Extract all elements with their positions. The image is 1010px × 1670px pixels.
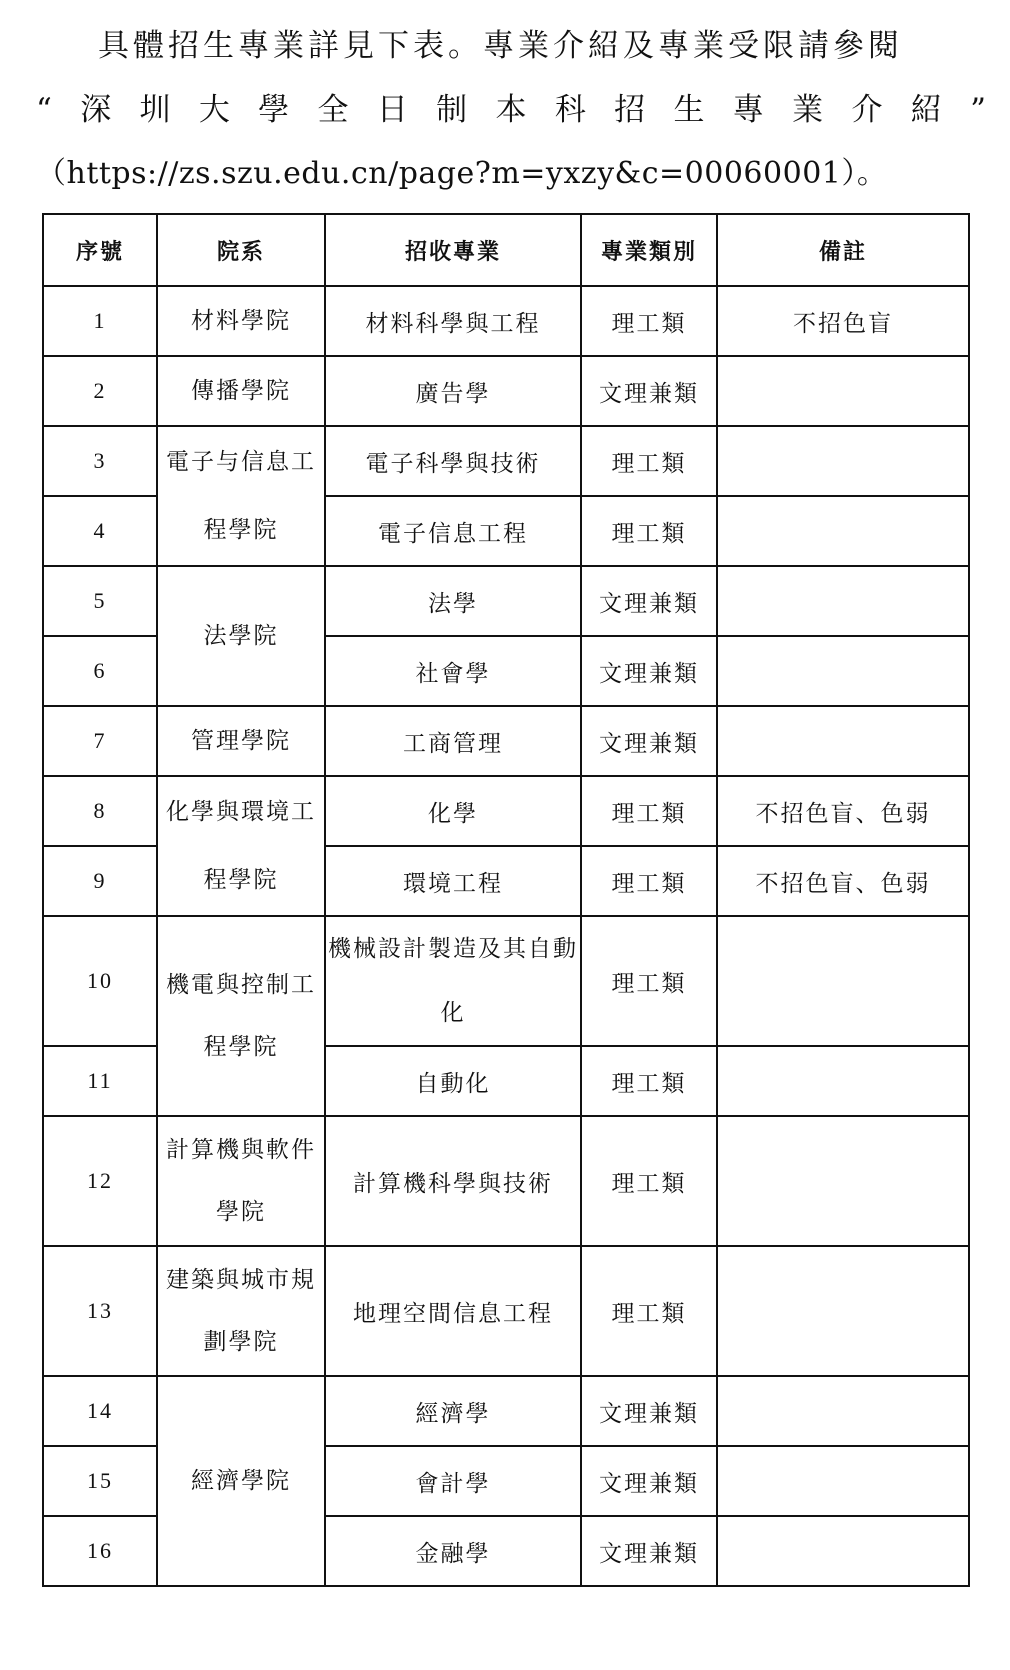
cell-note bbox=[717, 356, 969, 426]
intro-char: 紹 bbox=[910, 92, 942, 128]
cell-no: 4 bbox=[43, 496, 157, 566]
cell-major: 社會學 bbox=[325, 636, 581, 706]
majors-table bbox=[42, 213, 970, 1587]
cell-major: 電子科學與技術 bbox=[325, 426, 581, 496]
cell-major: 電子信息工程 bbox=[325, 496, 581, 566]
table-header-row bbox=[43, 214, 969, 286]
cell-major: 化學 bbox=[325, 776, 581, 846]
header-no: 序號 bbox=[43, 214, 157, 286]
cell-major: 自動化 bbox=[325, 1046, 581, 1116]
cell-category: 理工類 bbox=[581, 1046, 717, 1116]
cell-no: 1 bbox=[43, 286, 157, 356]
cell-note bbox=[717, 636, 969, 706]
table-row bbox=[43, 1376, 969, 1446]
cell-note bbox=[717, 1376, 969, 1446]
cell-category: 理工類 bbox=[581, 286, 717, 356]
cell-category: 文理兼類 bbox=[581, 1376, 717, 1446]
cell-note bbox=[717, 426, 969, 496]
cell-category: 文理兼類 bbox=[581, 1516, 717, 1586]
cell-no: 10 bbox=[43, 916, 157, 1046]
intro-char: 本 bbox=[495, 92, 527, 128]
cell-major: 會計學 bbox=[325, 1446, 581, 1516]
intro-line-1: 具體招生專業詳見下表。專業介紹及專業受限請參閱 bbox=[98, 28, 903, 64]
cell-no: 9 bbox=[43, 846, 157, 916]
intro-char: 圳 bbox=[139, 92, 171, 128]
intro-char: 學 bbox=[258, 92, 290, 128]
cell-major: 地理空間信息工程 bbox=[325, 1246, 581, 1376]
cell-note bbox=[717, 1516, 969, 1586]
cell-major: 環境工程 bbox=[325, 846, 581, 916]
cell-category: 理工類 bbox=[581, 846, 717, 916]
header-major: 招收專業 bbox=[325, 214, 581, 286]
cell-category: 文理兼類 bbox=[581, 636, 717, 706]
cell-note bbox=[717, 916, 969, 1046]
cell-note bbox=[717, 496, 969, 566]
cell-note bbox=[717, 1446, 969, 1516]
intro-char: 科 bbox=[554, 92, 586, 128]
cell-category: 文理兼類 bbox=[581, 566, 717, 636]
cell-no: 7 bbox=[43, 706, 157, 776]
table-row bbox=[43, 706, 969, 776]
cell-no: 16 bbox=[43, 1516, 157, 1586]
intro-char: “ bbox=[36, 92, 52, 128]
cell-note bbox=[717, 1246, 969, 1376]
cell-major: 材料科學與工程 bbox=[325, 286, 581, 356]
cell-major: 機械設計製造及其自動化 bbox=[325, 916, 581, 1046]
cell-dept: 法學院 bbox=[157, 566, 325, 706]
table-row bbox=[43, 356, 969, 426]
cell-category: 理工類 bbox=[581, 776, 717, 846]
cell-note: 不招色盲 bbox=[717, 286, 969, 356]
intro-char: 業 bbox=[792, 92, 824, 128]
intro-char: 全 bbox=[317, 92, 349, 128]
cell-no: 14 bbox=[43, 1376, 157, 1446]
cell-dept: 電子与信息工程學院 bbox=[157, 426, 325, 566]
intro-char: 日 bbox=[376, 92, 408, 128]
cell-note bbox=[717, 566, 969, 636]
header-category: 專業類別 bbox=[581, 214, 717, 286]
cell-major: 金融學 bbox=[325, 1516, 581, 1586]
cell-no: 3 bbox=[43, 426, 157, 496]
cell-no: 8 bbox=[43, 776, 157, 846]
cell-major: 工商管理 bbox=[325, 706, 581, 776]
cell-category: 理工類 bbox=[581, 496, 717, 566]
cell-note: 不招色盲、色弱 bbox=[717, 776, 969, 846]
cell-major: 廣告學 bbox=[325, 356, 581, 426]
cell-dept: 化學與環境工程學院 bbox=[157, 776, 325, 916]
intro-paragraph bbox=[36, 14, 986, 206]
cell-category: 文理兼類 bbox=[581, 706, 717, 776]
cell-category: 理工類 bbox=[581, 1246, 717, 1376]
cell-dept: 建築與城市規劃學院 bbox=[157, 1246, 325, 1376]
cell-major: 經濟學 bbox=[325, 1376, 581, 1446]
intro-char: 專 bbox=[732, 92, 764, 128]
cell-no: 6 bbox=[43, 636, 157, 706]
cell-no: 12 bbox=[43, 1116, 157, 1246]
header-dept: 院系 bbox=[157, 214, 325, 286]
cell-major: 計算機科學與技術 bbox=[325, 1116, 581, 1246]
cell-no: 13 bbox=[43, 1246, 157, 1376]
cell-category: 理工類 bbox=[581, 1116, 717, 1246]
cell-no: 5 bbox=[43, 566, 157, 636]
cell-dept: 機電與控制工程學院 bbox=[157, 916, 325, 1116]
intro-line-3-url: （https://zs.szu.edu.cn/page?m=yxzy&c=00060001）。 bbox=[36, 156, 888, 191]
cell-category: 理工類 bbox=[581, 426, 717, 496]
intro-char: 招 bbox=[614, 92, 646, 128]
cell-note: 不招色盲、色弱 bbox=[717, 846, 969, 916]
cell-dept: 計算機與軟件學院 bbox=[157, 1116, 325, 1246]
table-row bbox=[43, 426, 969, 496]
cell-no: 11 bbox=[43, 1046, 157, 1116]
intro-char: 介 bbox=[851, 92, 883, 128]
cell-dept: 傳播學院 bbox=[157, 356, 325, 426]
cell-major: 法學 bbox=[325, 566, 581, 636]
cell-category: 文理兼類 bbox=[581, 356, 717, 426]
cell-no: 2 bbox=[43, 356, 157, 426]
table-row bbox=[43, 566, 969, 636]
cell-category: 文理兼類 bbox=[581, 1446, 717, 1516]
cell-dept: 經濟學院 bbox=[157, 1376, 325, 1586]
table-row bbox=[43, 916, 969, 1046]
intro-char: 生 bbox=[673, 92, 705, 128]
intro-char: 大 bbox=[198, 92, 230, 128]
cell-category: 理工類 bbox=[581, 916, 717, 1046]
table-row bbox=[43, 286, 969, 356]
cell-no: 15 bbox=[43, 1446, 157, 1516]
table-row bbox=[43, 1246, 969, 1376]
cell-dept: 管理學院 bbox=[157, 706, 325, 776]
table-row bbox=[43, 1116, 969, 1246]
cell-note bbox=[717, 706, 969, 776]
header-note: 備註 bbox=[717, 214, 969, 286]
intro-char: 深 bbox=[80, 92, 112, 128]
cell-dept: 材料學院 bbox=[157, 286, 325, 356]
intro-char: 制 bbox=[436, 92, 468, 128]
intro-line-2 bbox=[36, 78, 986, 142]
table-row bbox=[43, 776, 969, 846]
intro-char: ” bbox=[970, 92, 986, 128]
cell-note bbox=[717, 1046, 969, 1116]
cell-note bbox=[717, 1116, 969, 1246]
